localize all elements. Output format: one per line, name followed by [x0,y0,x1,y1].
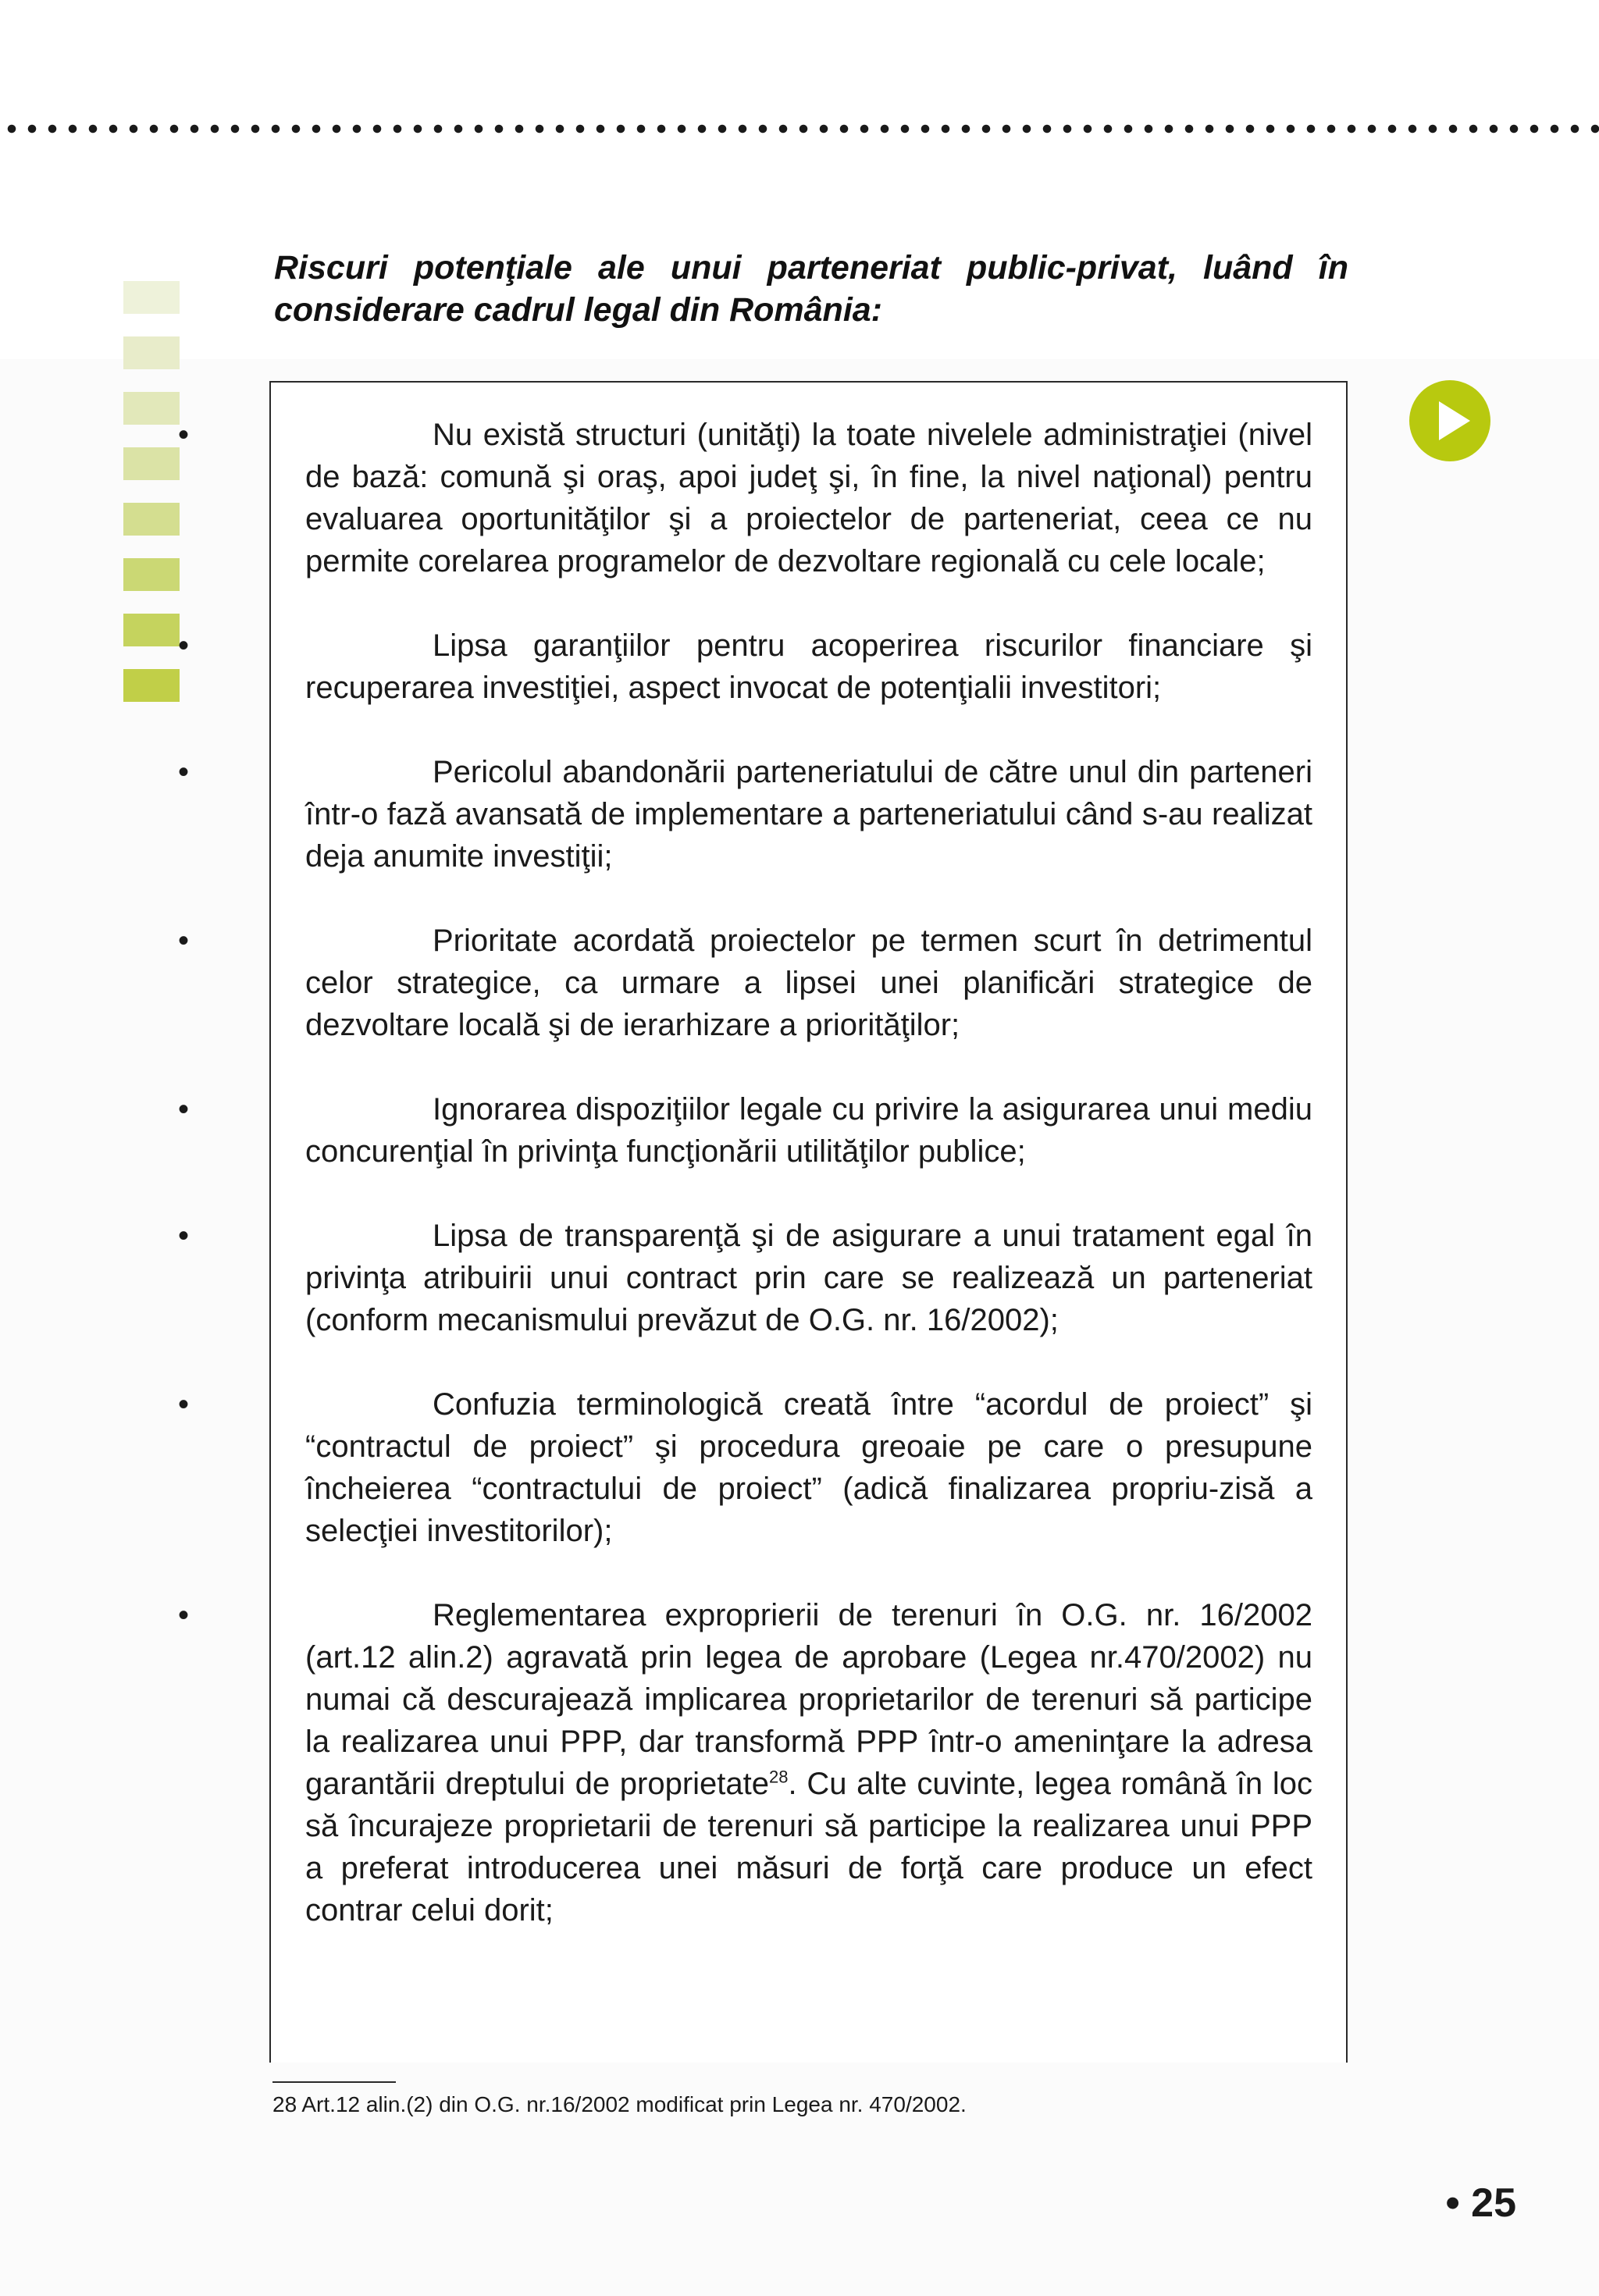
page-number: • 25 [1445,2180,1516,2226]
footnote: 28 Art.12 alin.(2) din O.G. nr.16/2002 modificat prin Legea nr. 470/2002. [272,2092,967,2116]
bullet-icon: • [178,1219,190,1253]
footnote-divider [272,2081,396,2083]
list-item-text: Pericolul abandonării parteneriatului de către unul din parteneri într-o fază avansată de implementare a parteneriatului când s-au realizat deja anumite investiţii; [305,755,1312,874]
list-item-text: Prioritate acordată proiectelor pe termen scurt în detrimentul celor strategice, ca urmare a lipsei unei planificări strategice de dezvoltare locală şi de ierarhizare a priorităţilor; [305,924,1312,1042]
decor-square [123,281,180,314]
bullet-icon: • [178,628,190,663]
decor-square [123,503,180,536]
list-item [178,625,1312,709]
dotted-rule [0,123,1599,134]
bullet-icon: • [178,1092,190,1127]
list-item-text: Lipsa de transparenţă şi de asigurare a unui tratament egal în privinţa atribuirii unui contract prin care se realizează un parteneriat (conform mecanismului prevăzut de O.G. nr. 16/2002); [305,1219,1312,1337]
list-item [178,1594,1312,1931]
decor-square [123,669,180,702]
list-item-text: Ignorarea dispoziţiilor legale cu privire la asigurarea unui mediu concurenţial în privinţa funcţionării utilităţilor publice; [305,1092,1312,1169]
list-item [178,751,1312,877]
decor-square [123,558,180,591]
decor-square [123,614,180,646]
bullet-icon: • [178,755,190,789]
list-item [178,1088,1312,1173]
decorative-squares [123,281,180,724]
footnote-reference[interactable]: 28 [769,1767,789,1787]
list-item-text: Lipsa garanţiilor pentru acoperirea riscurilor financiare şi recuperarea investiţiei, aspect invocat de potenţialii investitori; [305,628,1312,705]
section-heading: Riscuri potenţiale ale unui parteneriat public-privat, luând în considerare cadrul legal din România: [274,249,1348,329]
decor-square [123,392,180,425]
decor-square [123,447,180,480]
decor-square [123,336,180,369]
bullet-icon: • [178,1387,190,1422]
bullet-icon: • [178,924,190,958]
list-item-text-before: Reglementarea exproprierii de terenuri în O.G. nr. 16/2002 (art.12 alin.2) agravată prin legea de aprobare (Legea nr.470/2002) nu numai că descurajează implicarea proprietarilor de terenuri să participe la realizarea unui PPP, dar transformă PPP într-o ameninţare la adresa garantării dreptului de proprietate [305,1598,1312,1801]
list-item-text-after: . Cu alte cuvinte, legea română în loc să încurajeze proprietarii de terenuri să participe la realizarea unui PPP a preferat introducerea unei măsuri de forţă care produce un efect contrar celui dorit; [305,1767,1312,1928]
list-item [178,1383,1312,1552]
list-item-text: Confuzia terminologică creată între “acordul de proiect” şi “contractul de proiect” şi procedura greoaie pe care o presupune încheierea “contractului de proiect” (adică finalizarea propriu-zisă a selecţiei investitorilor); [305,1387,1312,1548]
bullet-icon: • [178,1598,190,1632]
list-item [178,920,1312,1046]
play-icon [1409,380,1490,461]
bullet-icon: • [178,418,190,452]
list-item [178,414,1312,582]
risk-list [178,414,1312,1974]
list-item [178,1215,1312,1341]
list-item-text: Nu există structuri (unităţi) la toate nivelele administraţiei (nivel de bază: comună şi oraş, apoi judeţ şi, în fine, la nivel naţional) pentru evaluarea oportunităţilor şi a proiectelor de parteneriat, ceea ce nu permite corelarea programelor de dezvoltare regională cu cele locale; [305,418,1312,578]
